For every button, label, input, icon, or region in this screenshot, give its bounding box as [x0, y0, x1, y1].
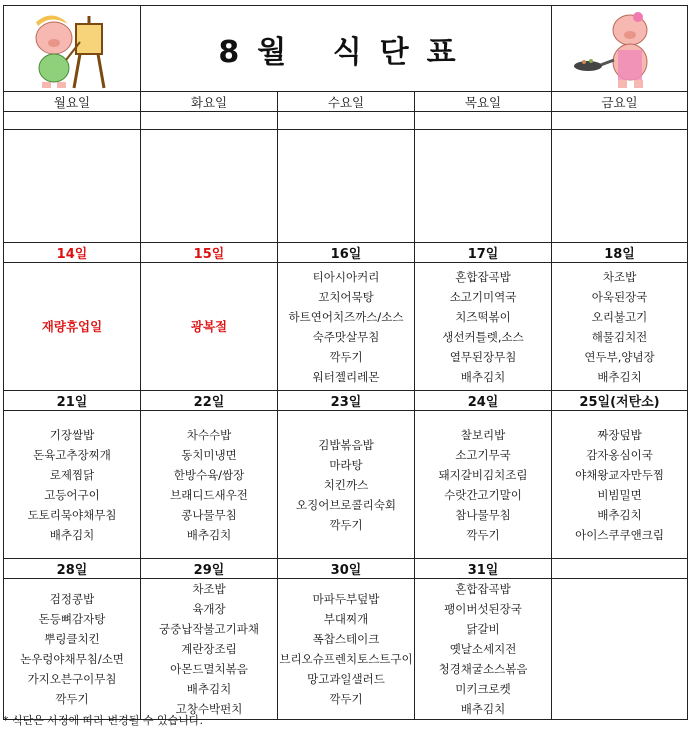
pig-cook-cell — [552, 6, 688, 92]
date-cell: 29일 — [141, 559, 278, 579]
menu-item: 망고과일샐러드 — [307, 672, 385, 686]
menu-item: 브리오슈프렌치토스트구이 — [279, 652, 413, 666]
menu-item: 깍두기 — [55, 692, 89, 706]
menu-item: 한방수육/쌈장 — [173, 467, 245, 482]
menu-item: 배추김치 — [597, 369, 642, 384]
menu-item: 미키크로켓 — [455, 682, 511, 696]
menu-item: 고등어구이 — [44, 487, 100, 502]
menu-item: 옛날소세지전 — [449, 642, 517, 656]
menu-item: 오리불고기 — [591, 309, 648, 324]
menu-item: 오징어브로콜리숙회 — [296, 497, 396, 512]
menu-cell — [552, 579, 688, 720]
date-cell: 24일 — [415, 391, 552, 411]
menu-item: 수랏간고기말이 — [444, 487, 522, 502]
menu-cell — [141, 411, 278, 559]
day-header-mon: 월요일 — [4, 92, 141, 112]
menu-item: 연두부,양념장 — [584, 349, 655, 364]
date-cell: 16일 — [278, 243, 415, 263]
menu-item: 깍두기 — [329, 517, 363, 532]
menu-cell — [4, 263, 141, 391]
menu-item: 깍두기 — [466, 527, 500, 542]
menu-item: 가지오븐구이무침 — [27, 672, 117, 686]
menu-item: 검정콩밥 — [49, 592, 95, 606]
menu-item: 궁중납작불고기파채 — [159, 622, 259, 636]
blank-date-cell — [278, 112, 415, 130]
menu-item: 폭찹스테이크 — [312, 632, 380, 646]
date-cell — [552, 559, 688, 579]
date-cell: 25일(저탄소) — [552, 391, 688, 411]
date-cell: 21일 — [4, 391, 141, 411]
menu-item: 비빔밀면 — [597, 487, 642, 502]
menu-item: 차조밥 — [602, 269, 637, 284]
menu-item: 돼지갈비김치조림 — [438, 467, 528, 482]
blank-menu-cell — [552, 130, 688, 243]
page-title: 8월 식단표 — [218, 34, 474, 70]
menu-cell — [552, 263, 688, 391]
blank-menu-cell — [278, 130, 415, 243]
menu-item: 기장쌀밥 — [49, 427, 95, 442]
holiday-label: 광복절 — [190, 318, 228, 334]
menu-item: 팽이버섯된장국 — [444, 602, 522, 616]
weeks-body — [4, 243, 688, 720]
menu-cell — [141, 579, 278, 720]
date-cell: 23일 — [278, 391, 415, 411]
day-header-tue: 화요일 — [141, 92, 278, 112]
menu-item: 티아시아커리 — [312, 269, 380, 284]
date-cell: 18일 — [552, 243, 688, 263]
meal-plan-table — [3, 5, 688, 720]
menu-item: 차조밥 — [192, 582, 226, 596]
date-cell: 30일 — [278, 559, 415, 579]
menu-cell — [141, 263, 278, 391]
date-cell: 15일 — [141, 243, 278, 263]
menu-cell — [552, 411, 688, 559]
menu-item: 돈육고추장찌개 — [33, 447, 111, 462]
footnote: * 식단은 사정에 따라 변경될 수 있습니다. — [3, 714, 203, 727]
menu-item: 김밥볶음밥 — [318, 437, 374, 452]
date-cell: 17일 — [415, 243, 552, 263]
day-header-wed: 수요일 — [278, 92, 415, 112]
menu-item: 배추김치 — [460, 702, 506, 716]
menu-item: 숙주맛살무침 — [312, 329, 380, 344]
menu-item: 마파두부덮밥 — [312, 592, 380, 606]
menu-item: 배추김치 — [186, 682, 232, 696]
menu-item: 워터젤리레몬 — [312, 369, 380, 384]
menu-item: 닭갈비 — [466, 622, 500, 636]
menu-item: 마라탕 — [329, 457, 363, 472]
menu-item: 치킨까스 — [323, 477, 369, 492]
menu-item: 배추김치 — [597, 507, 642, 522]
menu-item: 고창수박펀치 — [175, 702, 243, 716]
menu-cell — [415, 579, 552, 720]
menu-item: 열무된장무침 — [449, 349, 517, 364]
menu-item: 돈등뼈감자탕 — [38, 612, 106, 626]
menu-item: 혼합잡곡밥 — [455, 582, 511, 596]
menu-item: 청경채굴소스볶음 — [438, 662, 528, 676]
blank-date-cell — [4, 112, 141, 130]
date-cell: 22일 — [141, 391, 278, 411]
menu-item: 도토리묵야채무침 — [27, 507, 117, 522]
menu-item: 아욱된장국 — [591, 289, 648, 304]
menu-item: 아이스쿠쿠앤크림 — [575, 527, 664, 542]
menu-item: 깍두기 — [329, 692, 363, 706]
menu-item: 생선커틀렛,소스 — [442, 329, 524, 344]
menu-item: 하트연어치즈까스/소스 — [288, 309, 404, 324]
date-cell: 31일 — [415, 559, 552, 579]
menu-item: 배추김치 — [49, 527, 95, 542]
menu-cell — [415, 263, 552, 391]
menu-item: 브래디드새우전 — [170, 487, 248, 502]
menu-item: 혼합잡곡밥 — [455, 269, 511, 284]
pig-cook-icon — [572, 8, 668, 90]
menu-item: 동치미냉면 — [181, 447, 237, 462]
menu-item: 뿌링클치킨 — [44, 632, 100, 646]
menu-cell — [278, 263, 415, 391]
blank-menu-cell — [4, 130, 141, 243]
holiday-label: 재량휴업일 — [41, 318, 103, 334]
menu-item: 해물김치전 — [591, 329, 648, 344]
menu-cell — [4, 579, 141, 720]
menu-item: 육개장 — [192, 602, 226, 616]
menu-item: 로제찜닭 — [49, 467, 95, 482]
menu-item: 배추김치 — [186, 527, 232, 542]
menu-item: 소고기무국 — [455, 447, 511, 462]
blank-date-cell — [141, 112, 278, 130]
menu-item: 꼬치어묵탕 — [318, 289, 374, 304]
menu-item: 치즈떡볶이 — [455, 309, 511, 324]
menu-item: 감자옹심이국 — [586, 447, 653, 462]
blank-menu-cell — [141, 130, 278, 243]
menu-item: 아몬드멸치볶음 — [170, 662, 248, 676]
menu-item: 참나물무침 — [455, 507, 511, 522]
menu-item: 소고기미역국 — [449, 289, 517, 304]
menu-item: 차수수밥 — [186, 427, 232, 442]
menu-item: 짜장덮밥 — [597, 427, 642, 442]
menu-item: 계란장조림 — [181, 642, 237, 656]
menu-item: 콩나물무침 — [181, 507, 237, 522]
blank-date-cell — [552, 112, 688, 130]
pig-painter-icon — [24, 8, 120, 90]
date-cell: 28일 — [4, 559, 141, 579]
title-cell — [141, 6, 552, 92]
menu-cell — [415, 411, 552, 559]
menu-cell — [4, 411, 141, 559]
menu-item: 논우렁야채무침/소면 — [20, 652, 124, 666]
date-cell: 14일 — [4, 243, 141, 263]
day-header-thu: 목요일 — [415, 92, 552, 112]
menu-cell — [278, 579, 415, 720]
blank-menu-cell — [415, 130, 552, 243]
blank-date-cell — [415, 112, 552, 130]
menu-item: 찰보리밥 — [460, 427, 506, 442]
day-header-fri: 금요일 — [552, 92, 688, 112]
menu-item: 깍두기 — [329, 349, 363, 364]
menu-item: 야채왕교자만두찜 — [575, 467, 664, 482]
pig-painter-cell — [4, 6, 141, 92]
menu-item: 배추김치 — [460, 369, 506, 384]
menu-cell — [278, 411, 415, 559]
menu-item: 부대찌개 — [323, 612, 369, 626]
